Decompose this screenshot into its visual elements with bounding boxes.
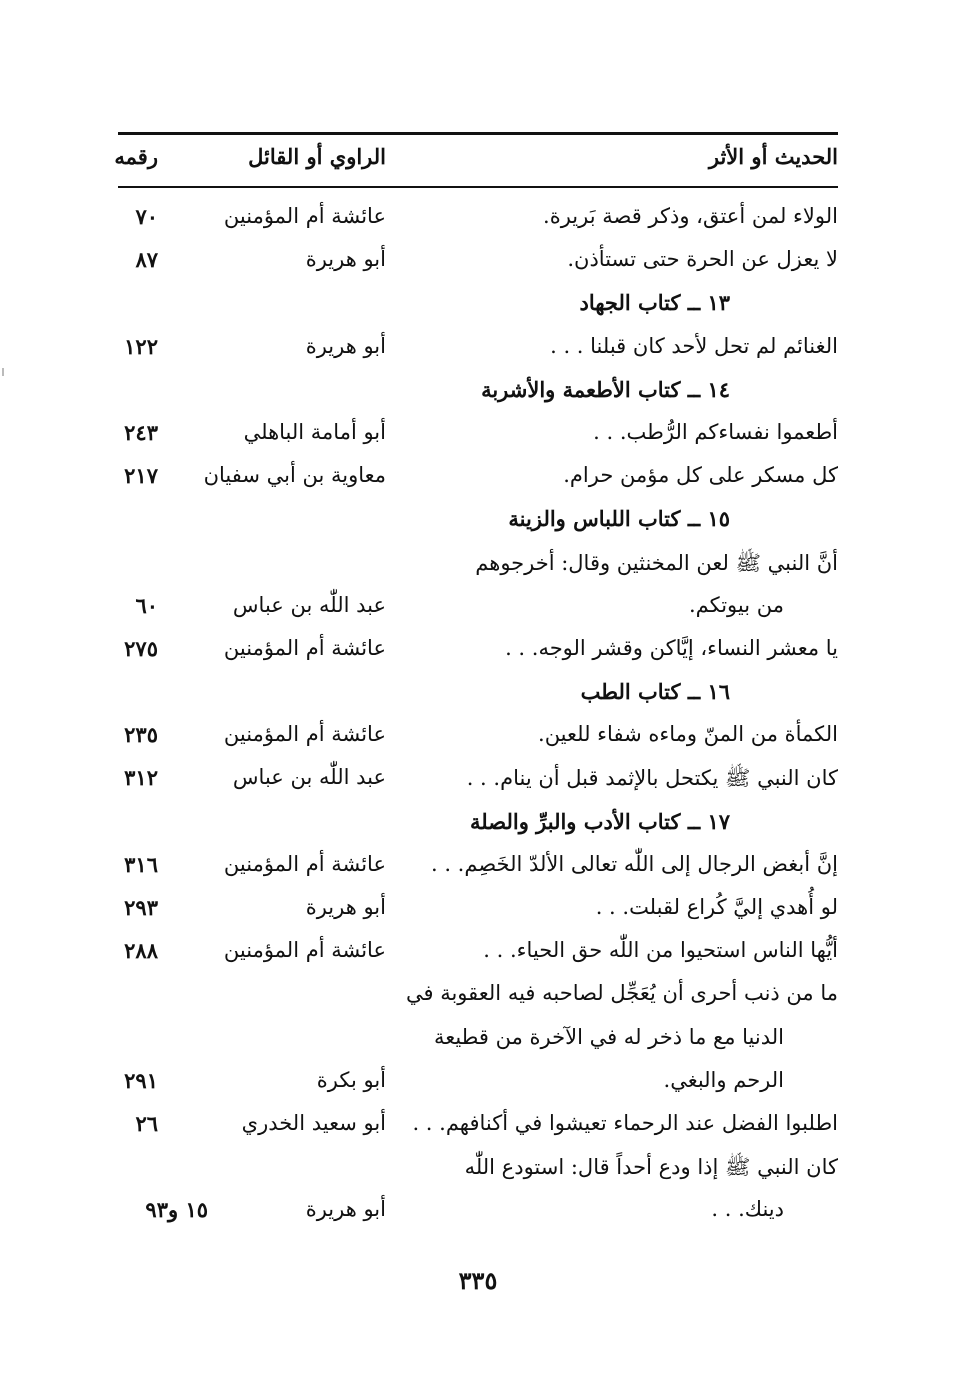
narrator: أبو هريرة <box>305 1197 386 1222</box>
table-row <box>118 1107 838 1150</box>
narrator: عبد اللّٰه بن عباس <box>232 765 386 790</box>
table-row <box>118 761 838 804</box>
table-row <box>118 848 838 891</box>
section-heading-row <box>118 286 838 329</box>
narrator: عائشة أم المؤمنين <box>223 204 386 228</box>
header-hadith-column: الحديث أو الأثر <box>708 144 838 169</box>
hadith-text-continuation: دينك. . . <box>711 1197 784 1222</box>
hadith-number: ٢٩١ <box>124 1067 158 1093</box>
hadith-text: إنَّ أبغض الرجال إلى اللّٰه تعالى الألدّ الخَصِم. . . <box>430 851 838 876</box>
hadith-number: ١٢٢ <box>124 333 158 359</box>
narrator: أبو أمامة الباهلي <box>243 419 386 444</box>
hadith-number: ٢٦ <box>135 1110 158 1136</box>
hadith-text: لا يعزل عن الحرة حتى تستأذن. <box>567 247 838 272</box>
scan-edge-mark <box>2 368 4 376</box>
hadith-number: ٨٧ <box>135 247 158 273</box>
table-row-continuation <box>118 1064 838 1107</box>
section-heading-row <box>118 805 838 848</box>
hadith-text: اطلبوا الفضل عند الرحماء تعيشوا في أكنافهم. . . <box>412 1110 838 1135</box>
table-row-continuation <box>118 1021 838 1064</box>
hadith-text: كل مسكر على كل مؤمن حرام. <box>563 463 838 488</box>
section-heading-row <box>118 502 838 545</box>
table-row <box>118 243 838 286</box>
hadith-text: أطعموا نفساءكم الرُّطب. . . <box>593 419 838 444</box>
table-row <box>118 416 838 459</box>
header-narrator-column: الراوي أو القائل <box>248 144 386 169</box>
narrator: أبو هريرة <box>305 333 386 358</box>
index-table-body <box>118 200 838 1237</box>
hadith-number: ٢٣٥ <box>124 722 158 748</box>
hadith-number: ٧٠ <box>135 204 158 229</box>
table-header <box>114 140 838 180</box>
hadith-text: كان النبي ﷺ إذا ودع أحداً قال: استودع اللّٰه <box>464 1155 838 1180</box>
hadith-number: ٦٠ <box>135 592 158 618</box>
table-row <box>118 546 838 589</box>
hadith-text-continuation: من بيوتكم. <box>688 592 784 617</box>
table-row-continuation <box>118 1193 838 1236</box>
table-row <box>118 891 838 934</box>
hadith-text: أيُّها الناس استحيوا من اللّٰه حق الحياء. . . <box>483 938 838 963</box>
hadith-number: ١٥ و٩٣ <box>145 1197 208 1223</box>
section-heading-row <box>118 373 838 416</box>
hadith-text: لو أُهدي إليَّ كُراع لقبلت. . . <box>595 895 838 919</box>
section-heading: ١٥ ــ كتاب اللباس والزينة <box>508 506 730 532</box>
hadith-number: ٢١٧ <box>124 463 158 489</box>
hadith-number: ٢٨٨ <box>124 938 158 964</box>
hadith-text: الكمأة من المنّ وماءه شفاء للعين. <box>538 722 838 747</box>
table-row <box>118 330 838 373</box>
narrator: أبو سعيد الخدري <box>241 1110 386 1135</box>
table-row <box>118 977 838 1020</box>
hadith-number: ٣١٦ <box>124 851 158 877</box>
header-bottom-rule <box>118 186 838 188</box>
table-row <box>118 459 838 502</box>
hadith-text: الغنائم لم تحل لأحد كان قبلنا . . . <box>550 333 838 358</box>
hadith-number: ٢٤٣ <box>124 419 158 445</box>
table-row <box>118 934 838 977</box>
narrator: عائشة أم المؤمنين <box>223 938 386 963</box>
table-top-rule <box>118 132 838 135</box>
narrator: أبو هريرة <box>305 895 386 919</box>
narrator: عائشة أم المؤمنين <box>223 635 386 660</box>
hadith-number: ٣١٢ <box>124 765 158 791</box>
hadith-text: كان النبي ﷺ يكتحل بالإثمد قبل أن ينام. . . <box>466 766 838 791</box>
narrator: معاوية بن أبي سفيان <box>203 463 386 488</box>
page-number: ٣٣٥ <box>458 1266 498 1295</box>
hadith-text-continuation: الدنيا مع ما ذخر له في الآخرة من قطيعة <box>433 1024 784 1049</box>
hadith-text: الولاء لمن أعتق، وذكر قصة بَريرة. <box>543 204 838 228</box>
narrator: عبد اللّٰه بن عباس <box>232 592 386 617</box>
hadith-number: ٢٧٥ <box>124 635 158 661</box>
header-number-column: رقمه <box>114 144 158 169</box>
narrator: أبو هريرة <box>305 247 386 272</box>
section-heading: ١٤ ــ كتاب الأطعمة والأشربة <box>481 376 730 402</box>
hadith-number: ٢٩٣ <box>124 895 158 920</box>
section-heading: ١٦ ــ كتاب الطب <box>580 679 730 705</box>
hadith-text: أنَّ النبي ﷺ لعن المخنثين وقال: أخرجوهم <box>475 550 838 575</box>
table-row <box>118 718 838 761</box>
table-row <box>118 1150 838 1193</box>
section-heading: ١٧ ــ كتاب الأدب والبرِّ والصلة <box>470 808 730 834</box>
table-row-continuation <box>118 589 838 632</box>
section-heading: ١٣ ــ كتاب الجهاد <box>579 290 730 316</box>
hadith-text: ما من ذنب أحرى أن يُعَجِّل لصاحبه فيه العقوبة في <box>405 981 838 1006</box>
narrator: عائشة أم المؤمنين <box>223 851 386 876</box>
narrator: عائشة أم المؤمنين <box>223 722 386 747</box>
narrator: أبو بكرة <box>316 1067 386 1092</box>
table-row <box>118 632 838 675</box>
section-heading-row <box>118 675 838 718</box>
hadith-text-continuation: الرحم والبغي. <box>663 1067 784 1092</box>
hadith-text: يا معشر النساء، إيَّاكن وقشر الوجه. . . <box>505 635 838 660</box>
table-row <box>118 200 838 243</box>
